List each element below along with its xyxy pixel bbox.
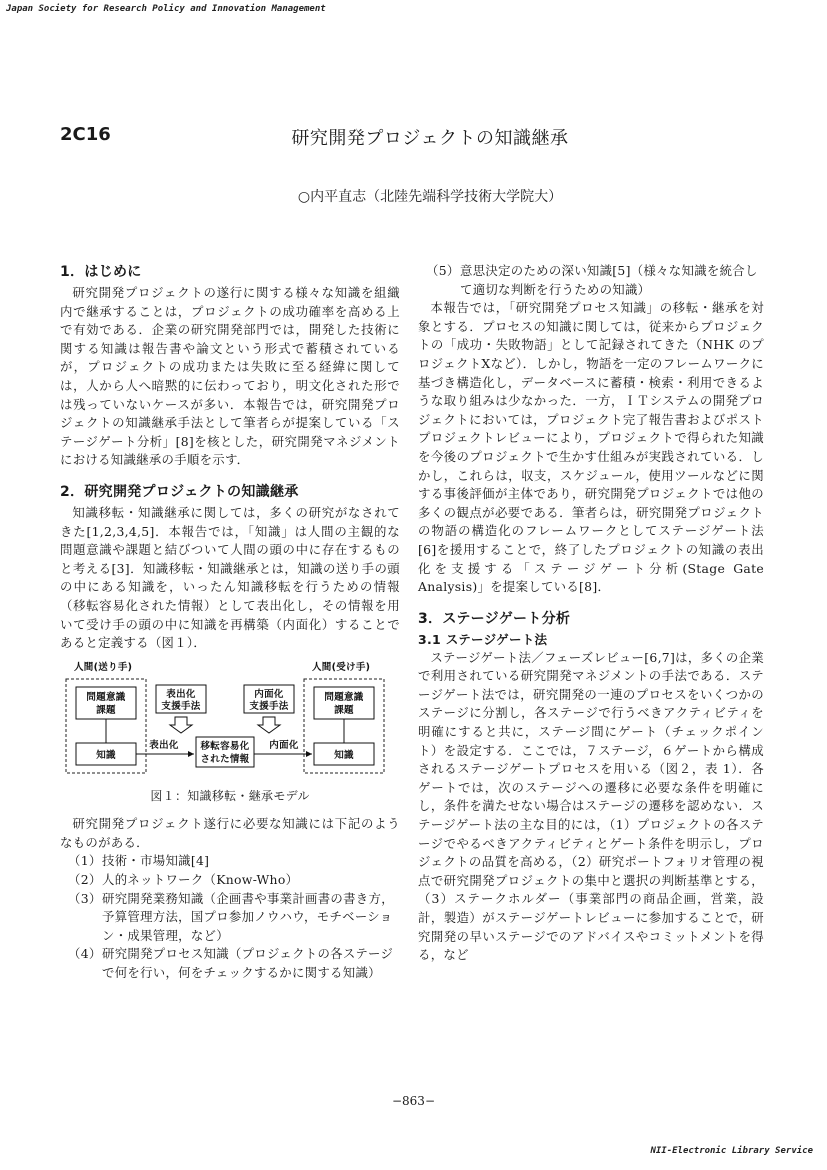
internalize-support-line2: 支援手法 — [249, 700, 289, 712]
journal-header: Japan Society for Research Policy and Innovation Management — [6, 4, 326, 14]
figure-1 — [60, 659, 390, 783]
figure-1-caption: 図１：知識移転・継承モデル — [150, 788, 310, 803]
knowledge-transfer-diagram — [60, 659, 390, 783]
list-item: （1） 技術・市場知識[4] — [68, 853, 210, 869]
internalize-support-line1: 内面化 — [254, 688, 284, 700]
sender-knowledge-label: 知識 — [96, 749, 116, 761]
paper-title: 研究開発プロジェクトの知識継承 — [291, 128, 569, 149]
section-2-after-figure: 研究開発プロジェクト遂行に必要な知識には下記のようなものがある． — [60, 816, 400, 850]
internalize-label: 内面化 — [269, 739, 299, 751]
author-line: ○内平直志（北陸先端科学技術大学院大） — [297, 189, 563, 205]
internalize-flow-head — [306, 751, 312, 757]
info-line2: された情報 — [200, 753, 250, 765]
externalize-support-line2: 支援手法 — [161, 700, 201, 712]
externalize-flow-head — [188, 751, 194, 757]
right-paragraph-2: ステージゲート法／フェーズレビュー[6,7]は，多くの企業で利用されている研究開発マネジメントの手法である．ステージゲート法では，研究開発の一連のプロセスをいくつかのステージに分割し，各ステージで行うべきアクティビティを明確にすると共に，ステージ間にゲート（チェックポイント）を設定する．ここでは，７ステージ，６ゲートから構成されるステージゲートプロセスを用いる（図２，表 1）．各ゲートでは，次のステージへの遷移に必要な条件を明確にし，条件を満たせない場合はステージの遷移を認めない．ステージゲート法の主な目的には，（1）プロジェクトの各ステージでやるべきアクティビティとゲート条件を明示し，プロジェクトの品質を高める，（2）研究ポートフォリオ管理の視点で研究開発プロジェクトの集中と選択の判断基準とする，（3）ステークホルダー（事業部門の商品企画，営業，設計，製造）がステージゲートレビューに参加することで，研究開発の早いステージでのアドバイスやコミットメントを得る，など — [418, 649, 764, 963]
info-line1: 移転容易化 — [200, 740, 250, 752]
section-1-body: 研究開発プロジェクトの遂行に関する様々な知識を組織内で継承することは，プロジェクトの成功確率を高める上で有効である．企業の研究開発部門では，開発した技術に関する知識は報告書や論文という形式で蓄積されているが，プロジェクトの成功または失敗に至る経緯に関しては，人から人へ暗黙的に伝わっており，明文化された形では残っていないケースが多い．本報告では，研究開発プロジェクトの知識継承手法として筆者らが提案している「ステージゲート分析」[8]を核とした，研究開発マネジメントにおける知識継承の手順を示す． — [60, 285, 400, 468]
section-2-body: 知識移転・知識継承に関しては，多くの研究がなされてきた[1,2,3,4,5]．本報告では，「知識」は人間の主観的な問題意識や課題と結びついて人間の頭の中に存在するものと考える[3]．知識移転・知識継承とは，知識の送り手の頭の中にある知識を，いったん知識移転を行うための情報（移転容易化された情報）として表出化し，その情報を用いて受け手の頭の中に知識を再構築（内面化）することであると定義する（図１）． — [60, 504, 400, 651]
right-column — [418, 262, 764, 965]
left-column — [60, 262, 400, 983]
externalize-support-line1: 表出化 — [166, 688, 196, 700]
section-3-heading: 3．ステージゲート分析 — [418, 610, 571, 627]
knowledge-list-continued — [418, 262, 764, 299]
list-item: （4） 研究開発プロセス知識（プロジェクトの各ステージで何を行い，何をチェックするかに関する知識） — [68, 946, 394, 981]
externalize-label: 表出化 — [149, 739, 179, 751]
receiver-issue-line2: 課題 — [334, 704, 354, 716]
right-paragraph-1: 本報告では，「研究開発プロセス知識」の移転・継承を対象とする．プロセスの知識に関しては，従来からプロジェクトの「成功・失敗物語」として記録されてきた（NHK のプロジェクトXなど）．しかし，物語を一定のフレームワークに基づき構造化し，データベースに蓄積・検索・利用できるような取り組みは少なかった．一方，ＩＴシステムの開発プロジェクトにおいては，プロジェクト完了報告書およびポストプロジェクトレビューにより，プロジェクトで得られた知識を今後のプロジェクトで生かす仕組みが実践されている．しかし，これらは，収支，スケジュール，使用ツールなどに関する事後評価が主体であり，研究開発プロジェクトでは他の多くの観点が必要である．筆者らは，研究開発プロジェクトの物語の構造化のフレームワークとしてステージゲート法 [6]を援用することで，終了したプロジェクトの知識の表出化を支援する「ステージゲート分析(Stage Gate Analysis)」を提案している[8]． — [418, 300, 764, 595]
sender-label: 人間(送り手) — [74, 661, 133, 673]
list-item: （3） 研究開発業務知識（企画書や事業計画書の書き方，予算管理方法，国プロ参加ノウハウ，モチベーション・成果管理，など） — [68, 890, 394, 943]
receiver-label: 人間(受け手) — [312, 661, 371, 673]
section-2-heading: 2．研究開発プロジェクトの知識継承 — [60, 483, 299, 500]
section-1-heading: 1．はじめに — [60, 264, 142, 280]
knowledge-list — [60, 852, 400, 982]
section-3-1-heading: 3.1 ステージゲート法 — [418, 631, 548, 647]
sender-issue-line2: 課題 — [96, 704, 116, 716]
sender-issue-line1: 問題意識 — [86, 691, 126, 703]
list-item: （5） 意思決定のための深い知識[5]（様々な知識を統合して適切な判断を行うための知識） — [426, 263, 758, 297]
receiver-knowledge-label: 知識 — [334, 749, 354, 761]
library-footer: NII-Electronic Library Service — [650, 1146, 813, 1156]
page-number: −863− — [391, 1094, 435, 1108]
list-item: （2） 人的ネットワーク（Know-Who） — [68, 872, 299, 888]
internalize-down-arrow — [258, 717, 280, 733]
paper-code: 2C16 — [60, 124, 111, 145]
externalize-down-arrow — [170, 717, 192, 733]
receiver-issue-line1: 問題意識 — [324, 691, 364, 703]
